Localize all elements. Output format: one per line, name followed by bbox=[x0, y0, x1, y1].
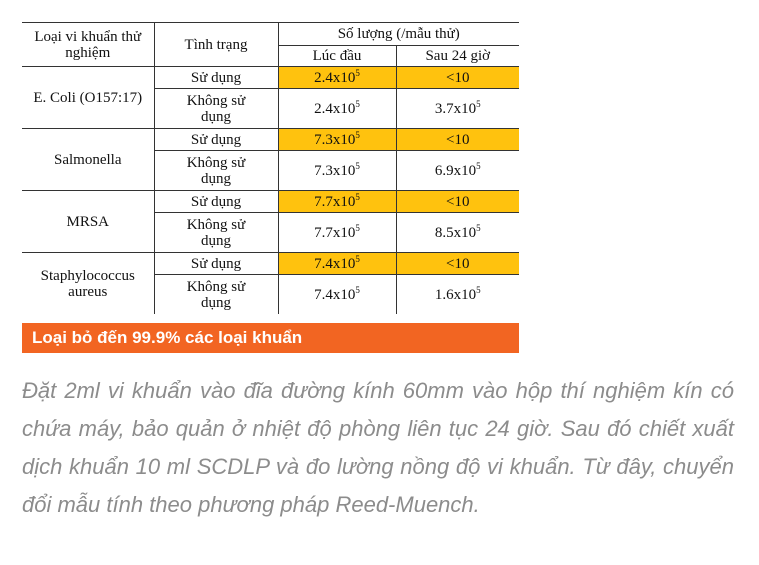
status-no-use: Không sử dụng bbox=[154, 151, 278, 191]
after-count: <10 bbox=[396, 191, 519, 213]
after-count: <10 bbox=[396, 129, 519, 151]
after-count: $8.5x10^5$ bbox=[396, 213, 519, 253]
header-after: Sau 24 giờ bbox=[396, 46, 519, 67]
status-use: Sử dụng bbox=[154, 191, 278, 213]
status-no-use: Không sử dụng bbox=[154, 213, 278, 253]
after-count: <10 bbox=[396, 67, 519, 89]
bacteria-test-table bbox=[22, 22, 519, 314]
banner: Loại bỏ đến 99.9% các loại khuẩn bbox=[22, 323, 519, 353]
initial-count: $2.4x10^5$ bbox=[278, 67, 396, 89]
bacteria-name: MRSA bbox=[22, 191, 154, 253]
after-count: $1.6x10^5$ bbox=[434, 284, 481, 303]
header-count: Số lượng (/mẫu thử) bbox=[278, 23, 519, 46]
initial-count: $7.4x10^5$ bbox=[278, 253, 396, 275]
initial-count: $7.4x10^5$ bbox=[278, 275, 396, 315]
initial-count: $7.3x10^5$ bbox=[278, 151, 396, 191]
table-row bbox=[22, 191, 519, 213]
table-row bbox=[22, 129, 519, 151]
table-row bbox=[22, 253, 519, 275]
bacteria-name: Staphylococcus aureus bbox=[22, 253, 154, 315]
bacteria-name: Salmonella bbox=[22, 129, 154, 191]
after-count: $6.9x10^5$ bbox=[396, 151, 519, 191]
initial-count: $7.7x10^5$ bbox=[278, 213, 396, 253]
table-row bbox=[22, 67, 519, 89]
after-count: <10 bbox=[396, 253, 519, 275]
bacteria-name: E. Coli (O157:17) bbox=[22, 67, 154, 129]
description-text: Đặt 2ml vi khuẩn vào đĩa đường kính 60mm vào hộp thí nghiệm kín có chứa máy, bảo quản ở nhiệt độ phòng liên tục 24 giờ. Sau đó chiết xuất dịch khuẩn 10 ml SCDLP và đo lường nồng độ vi khuẩn. Từ đây, chuyển đổi mẫu tính theo phương pháp Reed-Muench. bbox=[22, 378, 734, 517]
status-use: Sử dụng bbox=[154, 67, 278, 89]
header-status: Tình trạng bbox=[154, 23, 278, 67]
status-use: Sử dụng bbox=[154, 253, 278, 275]
status-no-use: Không sử dụng bbox=[154, 89, 278, 129]
initial-count: $7.7x10^5$ bbox=[278, 191, 396, 213]
initial-count: $7.3x10^5$ bbox=[278, 129, 396, 151]
initial-count: $2.4x10^5$ bbox=[278, 89, 396, 129]
header-initial: Lúc đầu bbox=[278, 46, 396, 67]
status-use: Sử dụng bbox=[154, 129, 278, 151]
after-count: $3.7x10^5$ bbox=[396, 89, 519, 129]
header-bacteria: Loại vi khuẩn thử nghiệm bbox=[22, 23, 154, 67]
status-no-use: Không sử dụng bbox=[154, 275, 278, 315]
